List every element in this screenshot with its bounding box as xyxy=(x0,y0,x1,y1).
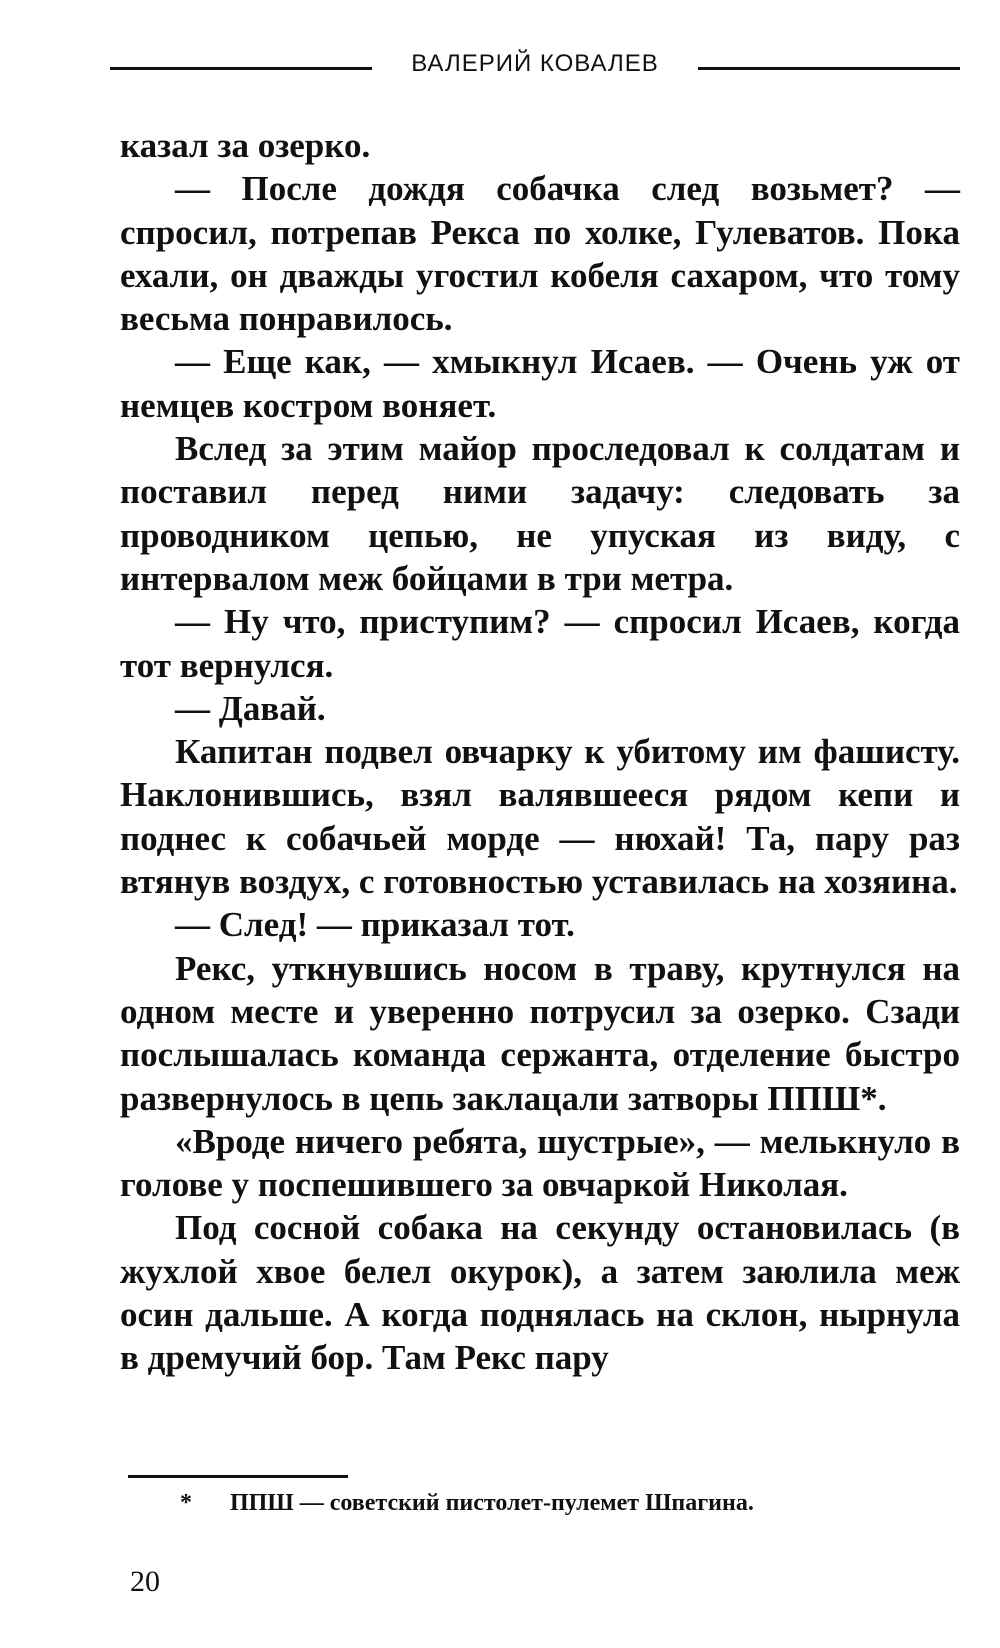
paragraph: Под сосной собака на секунду остановилась (в жухлой хвое белел окурок), а затем заюлила меж осин дальше. А когда поднялась на склон, нырнула в дремучий бор. Там Рекс пару xyxy=(120,1208,960,1378)
footnote xyxy=(180,1490,940,1517)
page-number: 20 xyxy=(130,1565,160,1598)
body-text xyxy=(120,124,960,1380)
paragraph: — После дождя собачка след возьмет? — спросил, потрепав Рекса по холке, Гулеватов. Пока ехали, он дважды угостил кобеля сахаром, что тому весьма понравилось. xyxy=(120,169,960,339)
header-rule-right xyxy=(698,67,960,70)
footnote-mark: * xyxy=(180,1490,192,1516)
paragraph: Вслед за этим майор проследовал к солдатам и поставил перед ними задачу: следовать за проводником цепью, не упуская из виду, с интервалом меж бойцами в три метра. xyxy=(120,429,960,598)
paragraph: Капитан подвел овчарку к убитому им фашисту. Наклонившись, взял валявшееся рядом кепи и поднес к собачьей морде — нюхай! Та, пару раз втянув воздух, с готовностью уставилась на хозяина. xyxy=(120,732,960,902)
header-rule-left xyxy=(110,67,372,70)
paragraph: — След! — приказал тот. xyxy=(175,905,575,945)
footnote-text: ППШ — советский пистолет-пулемет Шпагина. xyxy=(230,1490,754,1516)
paragraph: Рекс, уткнувшись носом в траву, крутнулся на одном месте и уверенно потрусил за озерко. Сзади послышалась команда сержанта, отделение быстро развернулось в цепь заклацали затворы ППШ*. xyxy=(120,948,960,1118)
paragraph: — Еще как, — хмыкнул Исаев. — Очень уж от немцев костром воняет. xyxy=(120,342,960,425)
footnote-rule xyxy=(128,1475,348,1478)
paragraph: — Ну что, приступим? — спросил Исаев, когда тот вернулся. xyxy=(120,602,960,685)
paragraph: «Вроде ничего ребята, шустрые», — мелькнуло в голове у поспешившего за овчаркой Николая. xyxy=(120,1121,960,1205)
running-title: ВАЛЕРИЙ КОВАЛЕВ xyxy=(411,50,659,77)
page-header xyxy=(110,42,960,82)
paragraph: казал за озерко. xyxy=(120,126,371,165)
paragraph: — Давай. xyxy=(175,688,326,728)
